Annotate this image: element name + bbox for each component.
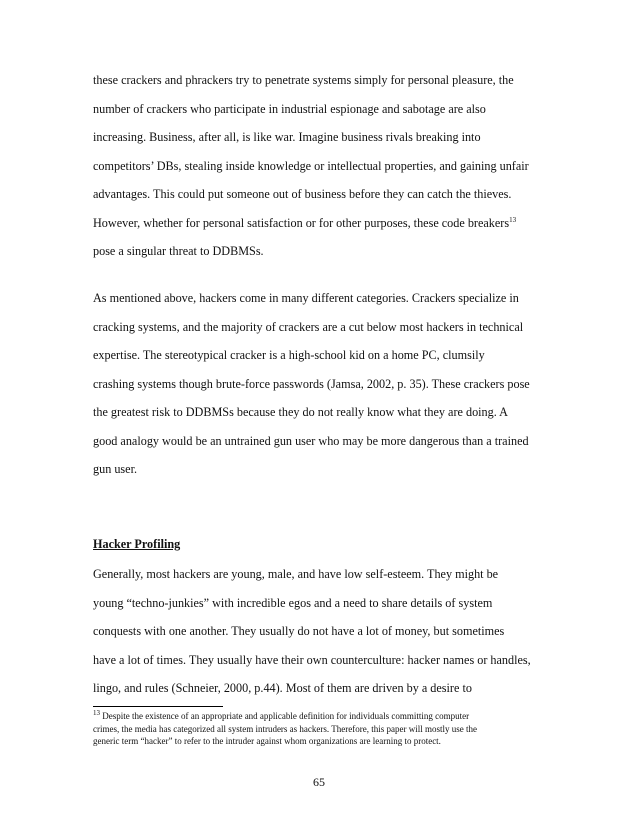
paragraph-3 xyxy=(93,560,553,703)
paragraph-line: have a lot of times. They usually have their own counterculture: hacker names or handles, xyxy=(93,652,531,667)
paragraph-line: increasing. Business, after all, is like war. Imagine business rivals breaking into xyxy=(93,130,481,144)
paragraph-line: number of crackers who participate in industrial espionage and sabotage are also xyxy=(93,101,486,116)
paragraph-line: expertise. The stereotypical cracker is a high-school kid on a home PC, clumsily xyxy=(93,348,485,362)
section-heading: Hacker Profiling xyxy=(93,537,181,551)
paragraph-2 xyxy=(93,284,553,484)
footnote-line: crimes, the media has categorized all system intruders as hackers. Therefore, this paper will mostly use the xyxy=(93,723,477,734)
paragraph-line-text: However, whether for personal satisfaction or for other purposes, these code breakers xyxy=(93,215,510,230)
paragraph-line: good analogy would be an untrained gun user who may be more dangerous than a trained xyxy=(93,433,529,448)
paragraph-line: competitors’ DBs, stealing inside knowledge or intellectual properties, and gaining unfair xyxy=(93,158,529,173)
paragraph-line: cracking systems, and the majority of crackers are a cut below most hackers in technical xyxy=(93,319,524,334)
paragraph-line-with-footnote xyxy=(93,209,553,238)
footnote-number: 13 xyxy=(93,709,100,717)
paragraph-line: Generally, most hackers are young, male, and have low self-esteem. They might be xyxy=(93,567,499,581)
paragraph-line: the greatest risk to DDBMSs because they do not really know what they are doing. A xyxy=(93,405,508,419)
footnote-reference: 13 xyxy=(509,215,517,224)
paragraph-line: lingo, and rules (Schneier, 2000, p.44). Most of them are driven by a desire to xyxy=(93,681,472,695)
footnote-separator xyxy=(93,706,223,707)
paragraph-1 xyxy=(93,66,553,266)
paragraph-line: crashing systems though brute-force passwords (Jamsa, 2002, p. 35). These crackers pose xyxy=(93,376,530,391)
footnote xyxy=(93,710,553,748)
section-heading-block xyxy=(93,530,553,559)
paragraph-line: gun user. xyxy=(93,462,138,476)
footnote-text: Despite the existence of an appropriate and applicable definition for individuals committing computer xyxy=(100,711,470,721)
paragraph-line: As mentioned above, hackers come in many different categories. Crackers specialize in xyxy=(93,291,519,305)
paragraph-line: pose a singular threat to DDBMSs. xyxy=(93,244,264,258)
paragraph-line: conquests with one another. They usually do not have a lot of money, but sometimes xyxy=(93,624,505,638)
paragraph-line: these crackers and phrackers try to penetrate systems simply for personal pleasure, the xyxy=(93,73,514,87)
paragraph-line: advantages. This could put someone out of business before they can catch the thieves. xyxy=(93,187,512,201)
footnote-line xyxy=(93,710,553,723)
footnote-line: generic term “hacker” to refer to the intruder against whom organizations are learning to protect. xyxy=(93,736,441,747)
page-number: 65 xyxy=(313,775,325,789)
paragraph-line: young “techno-junkies” with incredible egos and a need to share details of system xyxy=(93,595,493,610)
